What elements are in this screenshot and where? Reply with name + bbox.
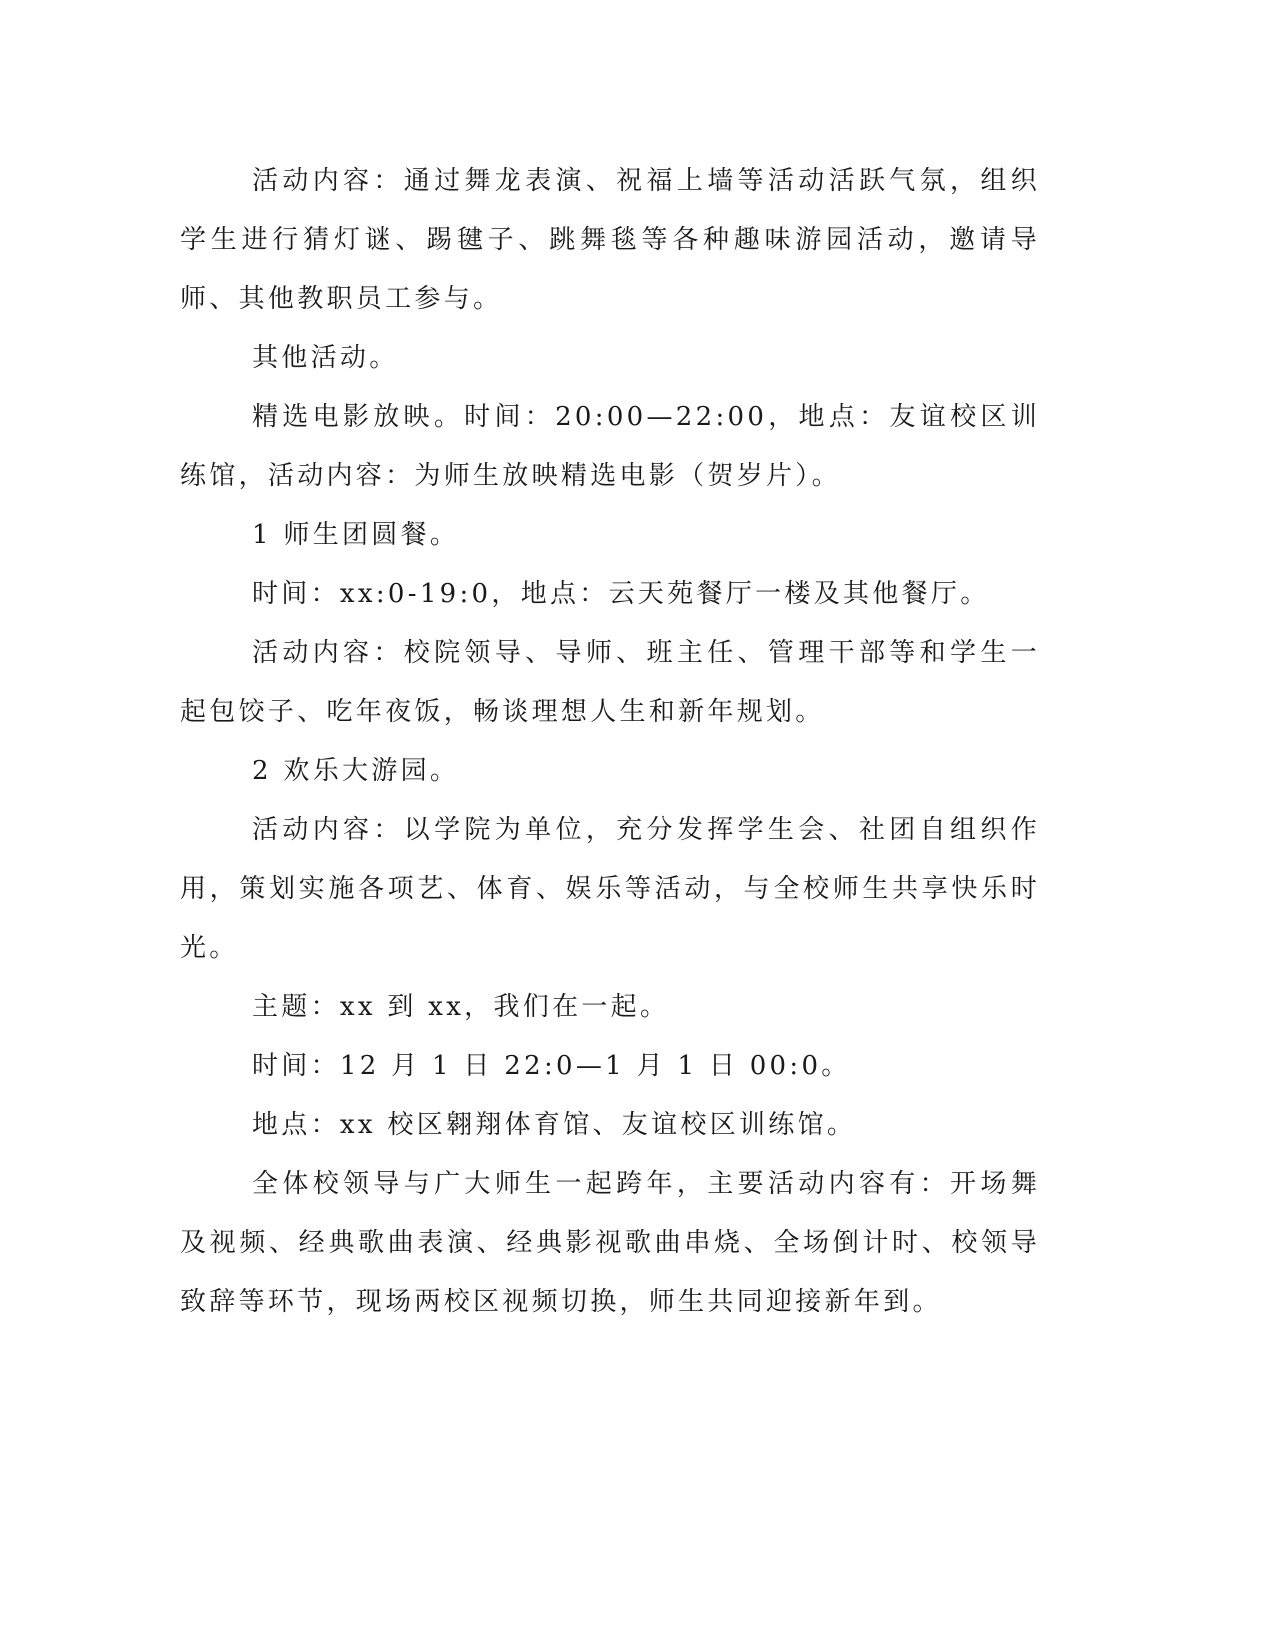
paragraph-location: 地点：xx 校区翱翔体育馆、友谊校区训练馆。 xyxy=(252,1110,857,1140)
paragraph-new-year-event: 全体校领导与广大师生一起跨年，主要活动内容有：开场舞及视频、经典歌曲表演、经典影视歌曲串烧、全场倒计时、校领导致辞等环节，现场两校区视频切换，师生共同迎接新年到。 xyxy=(180,1169,1040,1317)
paragraph-dinner-time: 时间：xx:0-19:0，地点：云天苑餐厅一楼及其他餐厅。 xyxy=(252,579,990,609)
paragraph-garden-party-heading: 2 欢乐大游园。 xyxy=(252,756,460,786)
paragraph-other-activities: 其他活动。 xyxy=(252,343,399,373)
document-body xyxy=(180,152,1040,1332)
paragraph-reunion-dinner-heading: 1 师生团圆餐。 xyxy=(252,520,460,550)
paragraph-dinner-content: 活动内容：校院领导、导师、班主任、管理干部等和学生一起包饺子、吃年夜饭，畅谈理想人生和新年规划。 xyxy=(180,638,1040,727)
paragraph-theme: 主题：xx 到 xx，我们在一起。 xyxy=(252,992,670,1022)
paragraph-activity-content: 活动内容：通过舞龙表演、祝福上墙等活动活跃气氛，组织学生进行猜灯谜、踢毽子、跳舞毯等各种趣味游园活动，邀请导师、其他教职员工参与。 xyxy=(180,166,1040,314)
paragraph-movie-screening: 精选电影放映。时间：20:00—22:00，地点：友谊校区训练馆，活动内容：为师生放映精选电影（贺岁片）。 xyxy=(180,402,1040,491)
paragraph-garden-party-content: 活动内容：以学院为单位，充分发挥学生会、社团自组织作用，策划实施各项艺、体育、娱乐等活动，与全校师生共享快乐时光。 xyxy=(180,815,1040,963)
paragraph-time: 时间：12 月 1 日 22:0—1 月 1 日 00:0。 xyxy=(252,1051,851,1081)
